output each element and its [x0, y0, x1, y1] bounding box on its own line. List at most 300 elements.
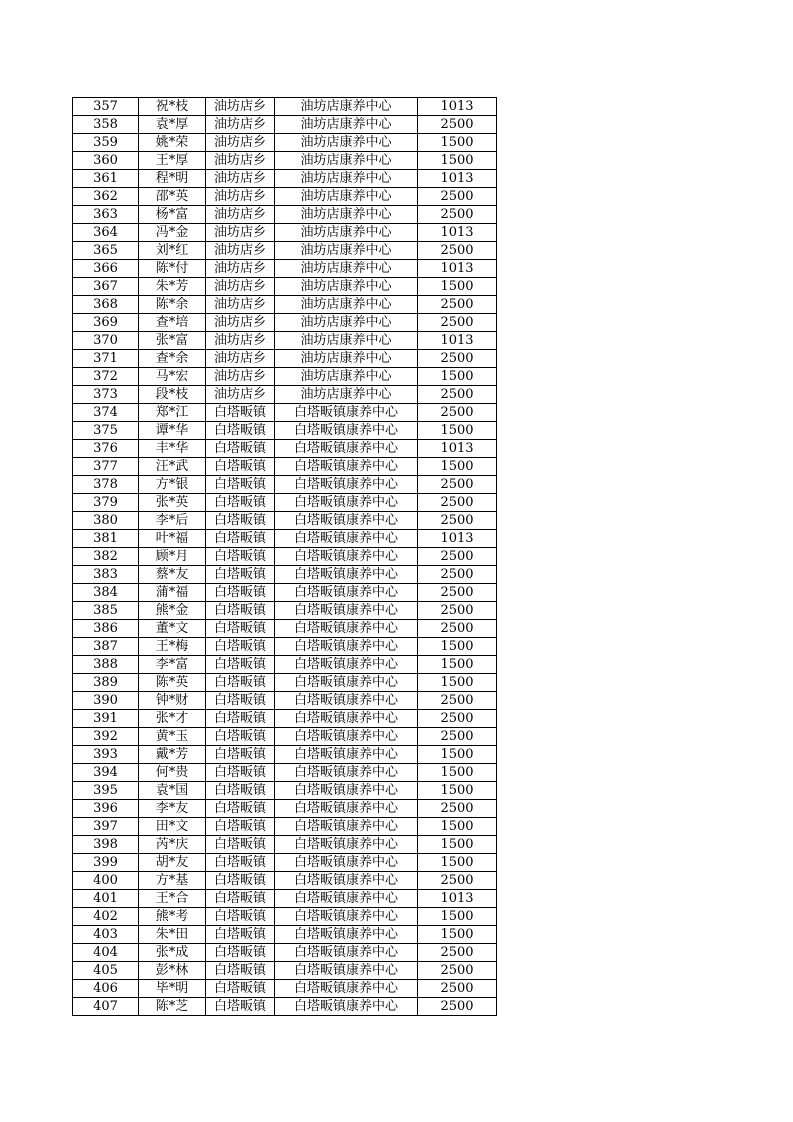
town-cell: 白塔畈镇 [206, 710, 275, 728]
town-cell: 白塔畈镇 [206, 854, 275, 872]
name-cell: 陈*英 [139, 674, 206, 692]
town-cell: 白塔畈镇 [206, 476, 275, 494]
row-number-cell: 363 [73, 206, 139, 224]
table-row [73, 188, 497, 206]
row-number-cell: 403 [73, 926, 139, 944]
name-cell: 李*富 [139, 656, 206, 674]
name-cell: 李*友 [139, 800, 206, 818]
row-number-cell: 373 [73, 386, 139, 404]
amount-cell: 2500 [418, 404, 497, 422]
amount-cell: 2500 [418, 692, 497, 710]
name-cell: 程*明 [139, 170, 206, 188]
table-row [73, 764, 497, 782]
care-center-cell: 油坊店康养中心 [275, 260, 418, 278]
town-cell: 油坊店乡 [206, 386, 275, 404]
name-cell: 查*培 [139, 314, 206, 332]
name-cell: 张*才 [139, 710, 206, 728]
name-cell: 王*梅 [139, 638, 206, 656]
town-cell: 油坊店乡 [206, 170, 275, 188]
amount-cell: 2500 [418, 602, 497, 620]
row-number-cell: 393 [73, 746, 139, 764]
table-row [73, 782, 497, 800]
care-center-cell: 油坊店康养中心 [275, 278, 418, 296]
name-cell: 何*贵 [139, 764, 206, 782]
care-center-cell: 白塔畈镇康养中心 [275, 746, 418, 764]
table-row [73, 656, 497, 674]
row-number-cell: 366 [73, 260, 139, 278]
amount-cell: 2500 [418, 494, 497, 512]
row-number-cell: 377 [73, 458, 139, 476]
town-cell: 白塔畈镇 [206, 404, 275, 422]
amount-cell: 1500 [418, 422, 497, 440]
care-center-cell: 白塔畈镇康养中心 [275, 548, 418, 566]
town-cell: 白塔畈镇 [206, 584, 275, 602]
town-cell: 白塔畈镇 [206, 836, 275, 854]
care-center-cell: 白塔畈镇康养中心 [275, 476, 418, 494]
name-cell: 陈*余 [139, 296, 206, 314]
town-cell: 油坊店乡 [206, 134, 275, 152]
town-cell: 油坊店乡 [206, 116, 275, 134]
care-center-cell: 白塔畈镇康养中心 [275, 584, 418, 602]
table-row [73, 818, 497, 836]
name-cell: 熊*金 [139, 602, 206, 620]
town-cell: 白塔畈镇 [206, 458, 275, 476]
name-cell: 刘*红 [139, 242, 206, 260]
name-cell: 黄*玉 [139, 728, 206, 746]
care-center-cell: 白塔畈镇康养中心 [275, 638, 418, 656]
amount-cell: 2500 [418, 548, 497, 566]
town-cell: 油坊店乡 [206, 224, 275, 242]
town-cell: 油坊店乡 [206, 296, 275, 314]
name-cell: 张*成 [139, 944, 206, 962]
name-cell: 彭*林 [139, 962, 206, 980]
care-center-cell: 白塔畈镇康养中心 [275, 422, 418, 440]
amount-cell: 2500 [418, 116, 497, 134]
town-cell: 油坊店乡 [206, 368, 275, 386]
town-cell: 白塔畈镇 [206, 872, 275, 890]
amount-cell: 1500 [418, 782, 497, 800]
town-cell: 白塔畈镇 [206, 908, 275, 926]
care-center-cell: 油坊店康养中心 [275, 332, 418, 350]
care-center-cell: 白塔畈镇康养中心 [275, 494, 418, 512]
table-row [73, 422, 497, 440]
row-number-cell: 365 [73, 242, 139, 260]
table-row [73, 296, 497, 314]
care-center-cell: 油坊店康养中心 [275, 314, 418, 332]
name-cell: 田*文 [139, 818, 206, 836]
row-number-cell: 360 [73, 152, 139, 170]
row-number-cell: 374 [73, 404, 139, 422]
name-cell: 张*富 [139, 332, 206, 350]
care-center-cell: 油坊店康养中心 [275, 224, 418, 242]
table-row [73, 746, 497, 764]
name-cell: 方*银 [139, 476, 206, 494]
table-row [73, 692, 497, 710]
amount-cell: 1500 [418, 656, 497, 674]
table-row [73, 638, 497, 656]
name-cell: 谭*华 [139, 422, 206, 440]
town-cell: 白塔畈镇 [206, 782, 275, 800]
row-number-cell: 407 [73, 998, 139, 1016]
table-row [73, 602, 497, 620]
table-row [73, 854, 497, 872]
amount-cell: 2500 [418, 728, 497, 746]
town-cell: 白塔畈镇 [206, 926, 275, 944]
town-cell: 白塔畈镇 [206, 602, 275, 620]
name-cell: 朱*田 [139, 926, 206, 944]
care-center-cell: 白塔畈镇康养中心 [275, 800, 418, 818]
table-row [73, 710, 497, 728]
town-cell: 白塔畈镇 [206, 674, 275, 692]
name-cell: 方*基 [139, 872, 206, 890]
amount-cell: 1500 [418, 764, 497, 782]
amount-cell: 2500 [418, 800, 497, 818]
amount-cell: 1013 [418, 224, 497, 242]
amount-cell: 1500 [418, 674, 497, 692]
table-row [73, 908, 497, 926]
row-number-cell: 382 [73, 548, 139, 566]
table-row [73, 890, 497, 908]
table-row [73, 584, 497, 602]
care-center-cell: 白塔畈镇康养中心 [275, 674, 418, 692]
care-center-cell: 油坊店康养中心 [275, 188, 418, 206]
name-cell: 冯*金 [139, 224, 206, 242]
name-cell: 陈*付 [139, 260, 206, 278]
row-number-cell: 367 [73, 278, 139, 296]
name-cell: 邵*英 [139, 188, 206, 206]
table-row [73, 386, 497, 404]
table-row [73, 530, 497, 548]
amount-cell: 1500 [418, 638, 497, 656]
amount-cell: 1013 [418, 98, 497, 116]
amount-cell: 2500 [418, 296, 497, 314]
amount-cell: 2500 [418, 188, 497, 206]
table-row [73, 980, 497, 998]
care-center-cell: 白塔畈镇康养中心 [275, 710, 418, 728]
town-cell: 白塔畈镇 [206, 962, 275, 980]
row-number-cell: 401 [73, 890, 139, 908]
row-number-cell: 384 [73, 584, 139, 602]
name-cell: 陈*芝 [139, 998, 206, 1016]
town-cell: 白塔畈镇 [206, 422, 275, 440]
amount-cell: 1013 [418, 530, 497, 548]
care-center-cell: 白塔畈镇康养中心 [275, 404, 418, 422]
care-center-cell: 白塔畈镇康养中心 [275, 764, 418, 782]
table-row [73, 548, 497, 566]
row-number-cell: 372 [73, 368, 139, 386]
row-number-cell: 386 [73, 620, 139, 638]
table-row [73, 278, 497, 296]
table-row [73, 512, 497, 530]
care-center-cell: 白塔畈镇康养中心 [275, 440, 418, 458]
care-center-cell: 白塔畈镇康养中心 [275, 656, 418, 674]
amount-cell: 1500 [418, 836, 497, 854]
amount-cell: 1500 [418, 152, 497, 170]
row-number-cell: 388 [73, 656, 139, 674]
amount-cell: 2500 [418, 998, 497, 1016]
row-number-cell: 398 [73, 836, 139, 854]
name-cell: 杨*富 [139, 206, 206, 224]
town-cell: 白塔畈镇 [206, 998, 275, 1016]
name-cell: 董*文 [139, 620, 206, 638]
name-cell: 马*宏 [139, 368, 206, 386]
table-row [73, 944, 497, 962]
town-cell: 白塔畈镇 [206, 512, 275, 530]
row-number-cell: 378 [73, 476, 139, 494]
town-cell: 油坊店乡 [206, 314, 275, 332]
name-cell: 郑*江 [139, 404, 206, 422]
name-cell: 张*英 [139, 494, 206, 512]
table-row [73, 314, 497, 332]
amount-cell: 2500 [418, 962, 497, 980]
care-center-cell: 白塔畈镇康养中心 [275, 458, 418, 476]
row-number-cell: 394 [73, 764, 139, 782]
care-center-cell: 白塔畈镇康养中心 [275, 962, 418, 980]
table-row [73, 134, 497, 152]
amount-cell: 2500 [418, 512, 497, 530]
name-cell: 胡*友 [139, 854, 206, 872]
table-row [73, 476, 497, 494]
row-number-cell: 389 [73, 674, 139, 692]
data-table [72, 97, 497, 1016]
amount-cell: 1500 [418, 746, 497, 764]
name-cell: 叶*福 [139, 530, 206, 548]
town-cell: 白塔畈镇 [206, 620, 275, 638]
table-row [73, 674, 497, 692]
care-center-cell: 白塔畈镇康养中心 [275, 782, 418, 800]
care-center-cell: 油坊店康养中心 [275, 170, 418, 188]
row-number-cell: 371 [73, 350, 139, 368]
row-number-cell: 391 [73, 710, 139, 728]
row-number-cell: 358 [73, 116, 139, 134]
table-row [73, 494, 497, 512]
name-cell: 李*后 [139, 512, 206, 530]
town-cell: 油坊店乡 [206, 260, 275, 278]
name-cell: 祝*枝 [139, 98, 206, 116]
town-cell: 白塔畈镇 [206, 728, 275, 746]
care-center-cell: 白塔畈镇康养中心 [275, 620, 418, 638]
table-row [73, 98, 497, 116]
row-number-cell: 368 [73, 296, 139, 314]
town-cell: 白塔畈镇 [206, 980, 275, 998]
care-center-cell: 白塔畈镇康养中心 [275, 872, 418, 890]
care-center-cell: 油坊店康养中心 [275, 206, 418, 224]
care-center-cell: 白塔畈镇康养中心 [275, 890, 418, 908]
table-row [73, 566, 497, 584]
care-center-cell: 油坊店康养中心 [275, 386, 418, 404]
row-number-cell: 395 [73, 782, 139, 800]
table-row [73, 368, 497, 386]
name-cell: 段*枝 [139, 386, 206, 404]
care-center-cell: 白塔畈镇康养中心 [275, 530, 418, 548]
amount-cell: 2500 [418, 566, 497, 584]
row-number-cell: 383 [73, 566, 139, 584]
row-number-cell: 376 [73, 440, 139, 458]
name-cell: 朱*芳 [139, 278, 206, 296]
town-cell: 油坊店乡 [206, 242, 275, 260]
care-center-cell: 白塔畈镇康养中心 [275, 854, 418, 872]
town-cell: 油坊店乡 [206, 98, 275, 116]
care-center-cell: 油坊店康养中心 [275, 242, 418, 260]
row-number-cell: 399 [73, 854, 139, 872]
table-row [73, 242, 497, 260]
amount-cell: 2500 [418, 476, 497, 494]
row-number-cell: 406 [73, 980, 139, 998]
row-number-cell: 385 [73, 602, 139, 620]
care-center-cell: 白塔畈镇康养中心 [275, 998, 418, 1016]
town-cell: 白塔畈镇 [206, 746, 275, 764]
care-center-cell: 油坊店康养中心 [275, 116, 418, 134]
table-row [73, 998, 497, 1016]
name-cell: 熊*考 [139, 908, 206, 926]
amount-cell: 2500 [418, 350, 497, 368]
town-cell: 油坊店乡 [206, 152, 275, 170]
name-cell: 袁*国 [139, 782, 206, 800]
amount-cell: 2500 [418, 386, 497, 404]
row-number-cell: 402 [73, 908, 139, 926]
amount-cell: 1500 [418, 368, 497, 386]
care-center-cell: 油坊店康养中心 [275, 152, 418, 170]
town-cell: 油坊店乡 [206, 278, 275, 296]
row-number-cell: 370 [73, 332, 139, 350]
amount-cell: 1013 [418, 332, 497, 350]
care-center-cell: 白塔畈镇康养中心 [275, 908, 418, 926]
amount-cell: 1013 [418, 170, 497, 188]
table-row [73, 440, 497, 458]
town-cell: 白塔畈镇 [206, 656, 275, 674]
row-number-cell: 359 [73, 134, 139, 152]
amount-cell: 1500 [418, 134, 497, 152]
care-center-cell: 白塔畈镇康养中心 [275, 512, 418, 530]
care-center-cell: 白塔畈镇康养中心 [275, 926, 418, 944]
amount-cell: 1500 [418, 854, 497, 872]
name-cell: 毕*明 [139, 980, 206, 998]
amount-cell: 1013 [418, 890, 497, 908]
amount-cell: 1500 [418, 818, 497, 836]
amount-cell: 2500 [418, 206, 497, 224]
row-number-cell: 357 [73, 98, 139, 116]
row-number-cell: 379 [73, 494, 139, 512]
amount-cell: 2500 [418, 620, 497, 638]
table-row [73, 206, 497, 224]
amount-cell: 1500 [418, 908, 497, 926]
town-cell: 油坊店乡 [206, 332, 275, 350]
table-row [73, 170, 497, 188]
row-number-cell: 380 [73, 512, 139, 530]
amount-cell: 1500 [418, 458, 497, 476]
town-cell: 油坊店乡 [206, 188, 275, 206]
amount-cell: 1013 [418, 440, 497, 458]
amount-cell: 2500 [418, 980, 497, 998]
table-row [73, 800, 497, 818]
town-cell: 白塔畈镇 [206, 764, 275, 782]
table-row [73, 962, 497, 980]
care-center-cell: 油坊店康养中心 [275, 368, 418, 386]
care-center-cell: 油坊店康养中心 [275, 296, 418, 314]
table-body [73, 98, 497, 1016]
care-center-cell: 油坊店康养中心 [275, 350, 418, 368]
care-center-cell: 油坊店康养中心 [275, 134, 418, 152]
table-row [73, 152, 497, 170]
table-row [73, 224, 497, 242]
table-row [73, 350, 497, 368]
care-center-cell: 白塔畈镇康养中心 [275, 728, 418, 746]
care-center-cell: 白塔畈镇康养中心 [275, 944, 418, 962]
table-row [73, 872, 497, 890]
town-cell: 白塔畈镇 [206, 800, 275, 818]
amount-cell: 2500 [418, 944, 497, 962]
table-row [73, 926, 497, 944]
town-cell: 白塔畈镇 [206, 692, 275, 710]
row-number-cell: 390 [73, 692, 139, 710]
row-number-cell: 364 [73, 224, 139, 242]
row-number-cell: 375 [73, 422, 139, 440]
row-number-cell: 381 [73, 530, 139, 548]
town-cell: 白塔畈镇 [206, 818, 275, 836]
row-number-cell: 397 [73, 818, 139, 836]
name-cell: 钟*财 [139, 692, 206, 710]
name-cell: 袁*厚 [139, 116, 206, 134]
town-cell: 白塔畈镇 [206, 890, 275, 908]
amount-cell: 2500 [418, 872, 497, 890]
town-cell: 油坊店乡 [206, 206, 275, 224]
care-center-cell: 白塔畈镇康养中心 [275, 602, 418, 620]
row-number-cell: 387 [73, 638, 139, 656]
town-cell: 白塔畈镇 [206, 638, 275, 656]
amount-cell: 2500 [418, 710, 497, 728]
amount-cell: 2500 [418, 314, 497, 332]
name-cell: 顾*月 [139, 548, 206, 566]
row-number-cell: 400 [73, 872, 139, 890]
table-row [73, 728, 497, 746]
table-row [73, 260, 497, 278]
town-cell: 白塔畈镇 [206, 440, 275, 458]
table-row [73, 836, 497, 854]
name-cell: 王*厚 [139, 152, 206, 170]
care-center-cell: 白塔畈镇康养中心 [275, 818, 418, 836]
amount-cell: 2500 [418, 584, 497, 602]
row-number-cell: 392 [73, 728, 139, 746]
row-number-cell: 361 [73, 170, 139, 188]
row-number-cell: 404 [73, 944, 139, 962]
name-cell: 戴*芳 [139, 746, 206, 764]
care-center-cell: 油坊店康养中心 [275, 98, 418, 116]
town-cell: 白塔畈镇 [206, 548, 275, 566]
table-row [73, 620, 497, 638]
care-center-cell: 白塔畈镇康养中心 [275, 566, 418, 584]
name-cell: 王*合 [139, 890, 206, 908]
name-cell: 丰*华 [139, 440, 206, 458]
row-number-cell: 369 [73, 314, 139, 332]
care-center-cell: 白塔畈镇康养中心 [275, 836, 418, 854]
amount-cell: 2500 [418, 242, 497, 260]
amount-cell: 1500 [418, 278, 497, 296]
town-cell: 白塔畈镇 [206, 566, 275, 584]
row-number-cell: 362 [73, 188, 139, 206]
table-row [73, 332, 497, 350]
row-number-cell: 405 [73, 962, 139, 980]
name-cell: 蒲*福 [139, 584, 206, 602]
name-cell: 姚*荣 [139, 134, 206, 152]
table-row [73, 458, 497, 476]
town-cell: 白塔畈镇 [206, 494, 275, 512]
amount-cell: 1013 [418, 260, 497, 278]
care-center-cell: 白塔畈镇康养中心 [275, 692, 418, 710]
row-number-cell: 396 [73, 800, 139, 818]
name-cell: 汪*武 [139, 458, 206, 476]
town-cell: 白塔畈镇 [206, 530, 275, 548]
town-cell: 白塔畈镇 [206, 944, 275, 962]
